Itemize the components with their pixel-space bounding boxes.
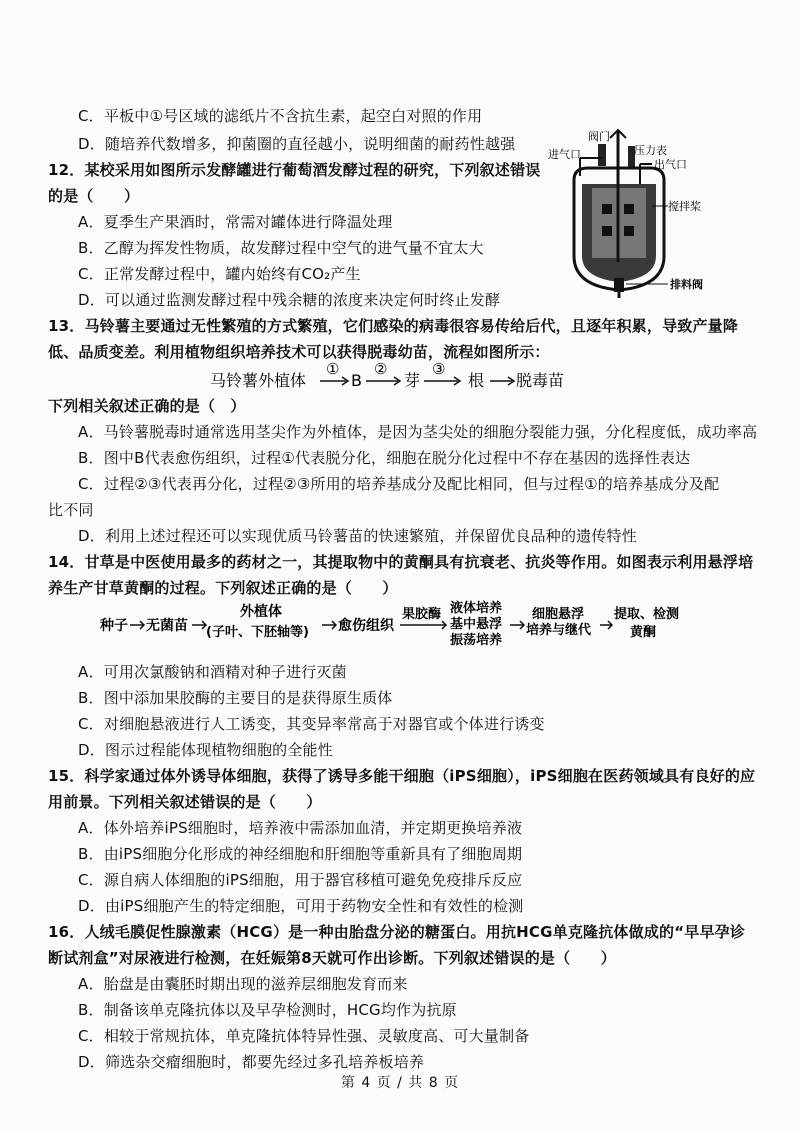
q13-stem-2: 低、品质变差。利用植物组织培养技术可以获得脱毒幼苗，流程如图所示： bbox=[48, 343, 550, 361]
q12-stem-2: 的是（ ） bbox=[48, 187, 140, 205]
q13-flow-node-root: 根 bbox=[468, 371, 485, 390]
q12-option-a: A．夏季生产果酒时，常需对罐体进行降温处理 bbox=[78, 213, 393, 231]
q13-flow-step-2: ② bbox=[374, 360, 388, 378]
q12-stem-1: 12．某校采用如图所示发酵罐进行葡萄酒发酵过程的研究，下列叙述错误 bbox=[48, 161, 541, 179]
q13-flow-step-3: ③ bbox=[432, 360, 446, 378]
q13-option-a: A．马铃薯脱毒时通常选用茎尖作为外植体，是因为茎尖处的细胞分裂能力强，分化程度低，成功率高 bbox=[78, 423, 758, 441]
q15-option-a: A．体外培养iPS细胞时，培养液中需添加血清，并定期更换培养液 bbox=[78, 819, 523, 837]
q14-flow-liquid-1: 液体培养 bbox=[450, 601, 503, 616]
fermenter-label-valve: 阀门 bbox=[588, 130, 610, 143]
q13-flow-node-seedling: 脱毒苗 bbox=[516, 371, 565, 390]
q14-flow-cell-1: 细胞悬浮 bbox=[532, 607, 585, 622]
q16-option-c: C．相较于常规抗体，单克隆抗体特异性强、灵敏度高、可大量制备 bbox=[78, 1027, 530, 1045]
fermenter-label-gauge: 压力表 bbox=[634, 144, 667, 157]
q16-stem-1: 16．人绒毛膜促性腺激素（HCG）是一种由胎盘分泌的糖蛋白。用抗HCG单克隆抗体做成的“早早孕诊 bbox=[48, 923, 746, 941]
prev-option-c: C．平板中①号区域的滤纸片不含抗生素，起空白对照的作用 bbox=[78, 107, 483, 125]
q14-flow-liquid-2: 基中悬浮 bbox=[450, 617, 503, 632]
q14-flow-diagram bbox=[100, 600, 700, 654]
q14-flow-seed: 种子 bbox=[100, 618, 128, 634]
q12-option-c: C．正常发酵过程中，罐内始终有CO₂产生 bbox=[78, 265, 361, 283]
q14-flow-extract-2: 黄酮 bbox=[630, 625, 657, 640]
q13-flow-step-1: ① bbox=[326, 360, 340, 378]
q15-stem-2: 用前景。下列相关叙述错误的是（ ） bbox=[48, 793, 322, 811]
q16-option-a: A．胎盘是由囊胚时期出现的滋养层细胞发育而来 bbox=[78, 975, 408, 993]
q13-stem-1: 13．马铃薯主要通过无性繁殖的方式繁殖，它们感染的病毒很容易传给后代，且逐年积累，导致产量降 bbox=[48, 317, 739, 335]
q13-option-b: B．图中B代表愈伤组织，过程①代表脱分化，细胞在脱分化过程中不存在基因的选择性表达 bbox=[78, 449, 691, 467]
q14-option-d: D．图示过程能体现植物细胞的全能性 bbox=[78, 741, 333, 759]
fermenter-diagram bbox=[548, 128, 728, 300]
fermenter-label-inlet: 进气口 bbox=[548, 148, 581, 161]
q14-flow-sterile-seedling: 无菌苗 bbox=[146, 618, 188, 634]
q13-option-c-2: 比不同 bbox=[48, 501, 94, 519]
q13-option-d: D．利用上述过程还可以实现优质马铃薯苗的快速繁殖，并保留优良品种的遗传特性 bbox=[78, 527, 637, 545]
q15-option-d: D．由iPS细胞产生的特定细胞，可用于药物安全性和有效性的检测 bbox=[78, 897, 524, 915]
q14-flow-extract-1: 提取、检测 bbox=[614, 607, 680, 622]
q13-flow-node-b: B bbox=[351, 371, 362, 390]
q13-lead: 下列相关叙述正确的是（ ） bbox=[48, 397, 246, 415]
q12-option-b: B．乙醇为挥发性物质，故发酵过程中空气的进气量不宜太大 bbox=[78, 239, 484, 257]
q13-flow-node-explant: 马铃薯外植体 bbox=[210, 371, 307, 390]
q14-flow-callus: 愈伤组织 bbox=[338, 618, 394, 634]
q15-stem-1: 15．科学家通过体外诱导体细胞，获得了诱导多能干细胞（iPS细胞），iPS细胞在医药领域具有良好的应 bbox=[48, 767, 756, 785]
q15-option-b: B．由iPS细胞分化形成的神经细胞和肝细胞等重新具有了细胞周期 bbox=[78, 845, 523, 863]
q16-option-d: D．筛选杂交瘤细胞时，都要先经过多孔培养板培养 bbox=[78, 1053, 425, 1071]
q14-flow-liquid-3: 振荡培养 bbox=[450, 633, 503, 648]
q14-flow-explant-note: (子叶、下胚轴等) bbox=[206, 625, 309, 640]
page-number: 第 4 页 / 共 8 页 bbox=[340, 1075, 460, 1091]
q14-stem-1: 14．甘草是中医使用最多的药材之一，其提取物中的黄酮具有抗衰老、抗炎等作用。如图表示利用悬浮培 bbox=[48, 553, 754, 571]
fermenter-label-drain: 排料阀 bbox=[670, 278, 703, 291]
q14-option-a: A．可用次氯酸钠和酒精对种子进行灭菌 bbox=[78, 663, 347, 681]
q13-flow-node-bud: 芽 bbox=[404, 371, 421, 390]
fermenter-label-stirrer: 搅拌桨 bbox=[668, 200, 701, 213]
prev-option-d: D．随培养代数增多，抑菌圈的直径越小，说明细菌的耐药性越强 bbox=[78, 135, 516, 153]
q12-option-d: D．可以通过监测发酵过程中残余糖的浓度来决定何时终止发酵 bbox=[78, 291, 501, 309]
q14-option-c: C．对细胞悬液进行人工诱变，其变异率常高于对器官或个体进行诱变 bbox=[78, 715, 545, 733]
q14-flow-pectinase: 果胶酶 bbox=[402, 607, 442, 622]
q15-option-c: C．源自病人体细胞的iPS细胞，用于器官移植可避免免疫排斥反应 bbox=[78, 871, 523, 889]
q16-option-b: B．制备该单克隆抗体以及早孕检测时，HCG均作为抗原 bbox=[78, 1001, 457, 1019]
q13-option-c-1: C．过程②③代表再分化，过程②③所用的培养基成分及配比相同，但与过程①的培养基成分及配 bbox=[78, 475, 720, 493]
q14-stem-2: 养生产甘草黄酮的过程。下列叙述正确的是（ ） bbox=[48, 579, 398, 597]
q16-stem-2: 断试剂盒”对尿液进行检测，在妊娠第8天就可作出诊断。下列叙述错误的是（ ） bbox=[48, 949, 616, 967]
q14-option-b: B．图中添加果胶酶的主要目的是获得原生质体 bbox=[78, 689, 393, 707]
fermenter-label-outlet: 出气口 bbox=[654, 158, 687, 171]
q13-flow-diagram bbox=[210, 360, 590, 394]
q14-flow-cell-2: 培养与继代 bbox=[526, 623, 592, 638]
q14-flow-explant: 外植体 bbox=[240, 604, 282, 620]
